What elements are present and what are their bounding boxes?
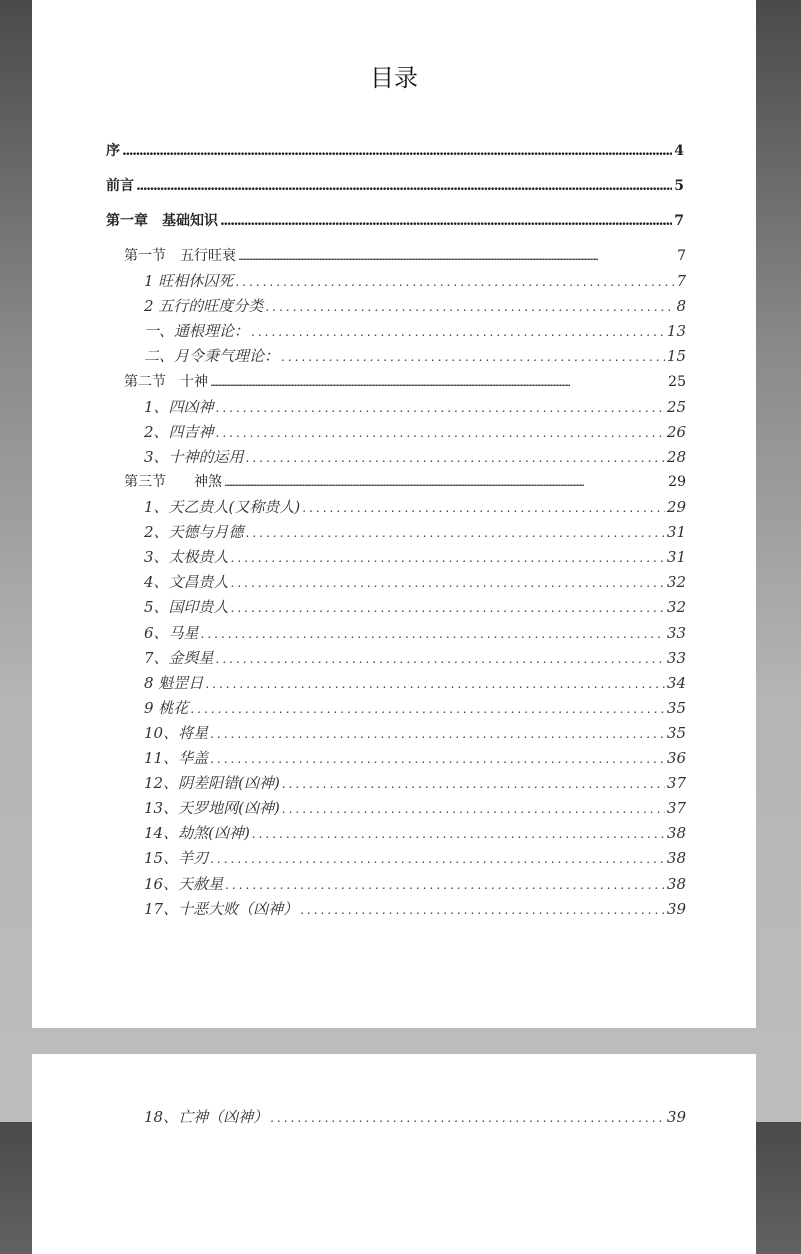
toc-entry-page: 13	[666, 322, 686, 341]
toc-entry-title: 8 魁罡日	[144, 673, 204, 692]
dot-leader	[252, 827, 665, 841]
toc-entry-page: 5	[674, 178, 684, 194]
toc-entry-page: 31	[666, 548, 686, 567]
toc-entry[interactable]	[106, 140, 684, 160]
toc-entry[interactable]	[144, 898, 686, 919]
dot-leader	[246, 526, 665, 540]
toc-entry-page: 4	[674, 143, 684, 159]
toc-entry-page: 32	[666, 573, 686, 592]
toc-entry[interactable]	[144, 571, 686, 592]
toc-entry-page: 39	[666, 1108, 686, 1126]
toc-entry-title: 3、十神的运用	[144, 447, 244, 466]
dot-leader	[210, 852, 665, 866]
toc-entry-page: 38	[666, 849, 686, 868]
toc-entry-title: 1、天乙贵人(又称贵人)	[144, 498, 301, 516]
toc-title: 目录	[370, 64, 418, 92]
toc-entry[interactable]	[106, 175, 684, 195]
toc-entry-title: 1 旺相休囚死	[144, 272, 234, 291]
toc-entry-title: 6、马星	[144, 623, 199, 642]
toc-entry[interactable]	[144, 546, 686, 567]
toc-entry-title: 2、天德与月德	[144, 523, 244, 542]
toc-entry-title: 第一节 五行旺衰	[124, 248, 236, 264]
toc-entry[interactable]	[144, 722, 686, 743]
toc-entry[interactable]	[144, 772, 686, 793]
toc-entry-title: 5、国印贵人	[144, 598, 229, 617]
dot-leader	[216, 652, 665, 666]
dot-leader	[231, 551, 665, 565]
toc-entry[interactable]	[144, 295, 686, 316]
dot-leader	[231, 601, 665, 615]
toc-entry-title: 14、劫煞(凶神)	[144, 824, 250, 843]
toc-entry[interactable]	[144, 496, 686, 517]
dot-leader	[281, 350, 665, 364]
dot-leader	[235, 275, 674, 289]
toc-entry[interactable]	[144, 446, 686, 467]
dot-leader	[122, 143, 672, 159]
toc-entry-page: 29	[666, 498, 686, 516]
toc-entry-page: 36	[666, 749, 686, 767]
document-page-2	[32, 1054, 756, 1254]
toc-entry[interactable]	[144, 747, 686, 768]
toc-entry-page: 25	[668, 373, 686, 390]
toc-entry[interactable]	[106, 210, 684, 230]
toc-entry-page: 33	[666, 648, 686, 667]
toc-entry[interactable]	[144, 672, 686, 693]
toc-entry-page: 38	[666, 824, 686, 843]
toc-entry[interactable]	[144, 647, 686, 668]
toc-entry-title: 第二节 十神	[124, 373, 208, 390]
toc-entry[interactable]	[144, 320, 686, 341]
toc-entry-title: 13、天罗地网(凶神)	[144, 799, 280, 818]
dot-leader	[201, 627, 665, 641]
toc-entry-title: 15、羊刃	[144, 849, 209, 868]
toc-entry[interactable]	[124, 245, 686, 265]
toc-entry[interactable]	[144, 873, 686, 894]
toc-entry[interactable]	[144, 622, 686, 643]
toc-entry-title: 第三节 神煞	[124, 473, 222, 490]
dot-leader	[216, 426, 665, 440]
dot-leader	[190, 702, 665, 716]
toc-entry-page: 26	[666, 422, 686, 441]
toc-entry[interactable]	[144, 797, 686, 818]
dot-leader	[210, 727, 665, 741]
toc-entry-title: 第一章 基础知识	[106, 213, 218, 229]
dot-leader	[216, 401, 665, 415]
toc-entry-title: 16、天赦星	[144, 874, 224, 893]
toc-entry-title: 11、华盖	[144, 749, 209, 767]
dot-leader	[282, 777, 665, 791]
dot-leader	[205, 677, 665, 691]
toc-entry-title: 12、阴差阳错(凶神)	[144, 774, 280, 793]
toc-entry-page: 7	[677, 248, 686, 264]
toc-entry-title: 17、十恶大败（凶神）	[144, 899, 299, 918]
toc-entry[interactable]	[124, 471, 686, 491]
toc-entry[interactable]	[144, 270, 686, 291]
toc-entry-page: 35	[666, 698, 686, 717]
toc-entry-page: 34	[666, 673, 686, 692]
toc-entry-title: 二、月令秉气理论：	[144, 347, 280, 366]
toc-entry-title: 一、通根理论：	[144, 322, 250, 341]
toc-entry-page: 25	[666, 397, 686, 416]
toc-entry[interactable]	[124, 371, 686, 391]
toc-entry-page: 35	[666, 723, 686, 742]
dot-leader	[238, 250, 675, 263]
toc-entry-page: 37	[666, 799, 686, 818]
toc-entry-title: 18、亡神（凶神）	[144, 1108, 269, 1126]
dot-leader	[210, 752, 665, 766]
toc-entry-page: 38	[666, 874, 686, 893]
toc-entry[interactable]	[144, 847, 686, 868]
toc-entry[interactable]	[144, 521, 686, 542]
toc-entry-title: 序	[106, 143, 120, 159]
dot-leader	[270, 1111, 665, 1125]
dot-leader	[302, 501, 665, 515]
toc-entry-title: 4、文昌贵人	[144, 573, 229, 592]
dot-leader	[210, 376, 666, 389]
document-page-1	[32, 0, 756, 1028]
dot-leader	[220, 213, 672, 229]
toc-entry[interactable]	[144, 822, 686, 843]
toc-entry-title: 前言	[106, 178, 134, 194]
toc-entry-page: 7	[676, 272, 686, 291]
toc-entry-title: 2、四吉神	[144, 422, 214, 441]
toc-entry-page: 31	[666, 523, 686, 542]
toc-entry-page: 37	[666, 774, 686, 793]
toc-entry[interactable]	[144, 421, 686, 442]
dot-leader	[224, 476, 666, 489]
toc-entry-title: 2 五行的旺度分类	[144, 297, 264, 316]
toc-entry-title: 3、太极贵人	[144, 548, 229, 567]
toc-entry[interactable]	[144, 1106, 686, 1127]
dot-leader	[225, 878, 665, 892]
dot-leader	[136, 178, 672, 194]
dot-leader	[251, 325, 665, 339]
toc-entry[interactable]	[144, 345, 686, 366]
toc-entry[interactable]	[144, 697, 686, 718]
toc-entry-page: 28	[666, 447, 686, 466]
toc-entry-page: 29	[668, 473, 686, 490]
dot-leader	[300, 903, 665, 917]
toc-entry-title: 7、金舆星	[144, 648, 214, 667]
toc-entry-page: 8	[676, 297, 686, 316]
toc-entry-title: 1、四凶神	[144, 397, 214, 416]
toc-entry-page: 15	[666, 347, 686, 366]
toc-entry-page: 33	[666, 623, 686, 642]
dot-leader	[265, 300, 674, 314]
dot-leader	[231, 576, 665, 590]
toc-entry[interactable]	[144, 396, 686, 417]
dot-leader	[246, 451, 665, 465]
toc-entry-title: 10、将星	[144, 723, 209, 742]
toc-entry-page: 7	[674, 213, 684, 229]
toc-entry-title: 9 桃花	[144, 698, 189, 717]
toc-entry-page: 32	[666, 598, 686, 617]
toc-entry-page: 39	[666, 899, 686, 918]
toc-entry[interactable]	[144, 596, 686, 617]
dot-leader	[282, 802, 665, 816]
